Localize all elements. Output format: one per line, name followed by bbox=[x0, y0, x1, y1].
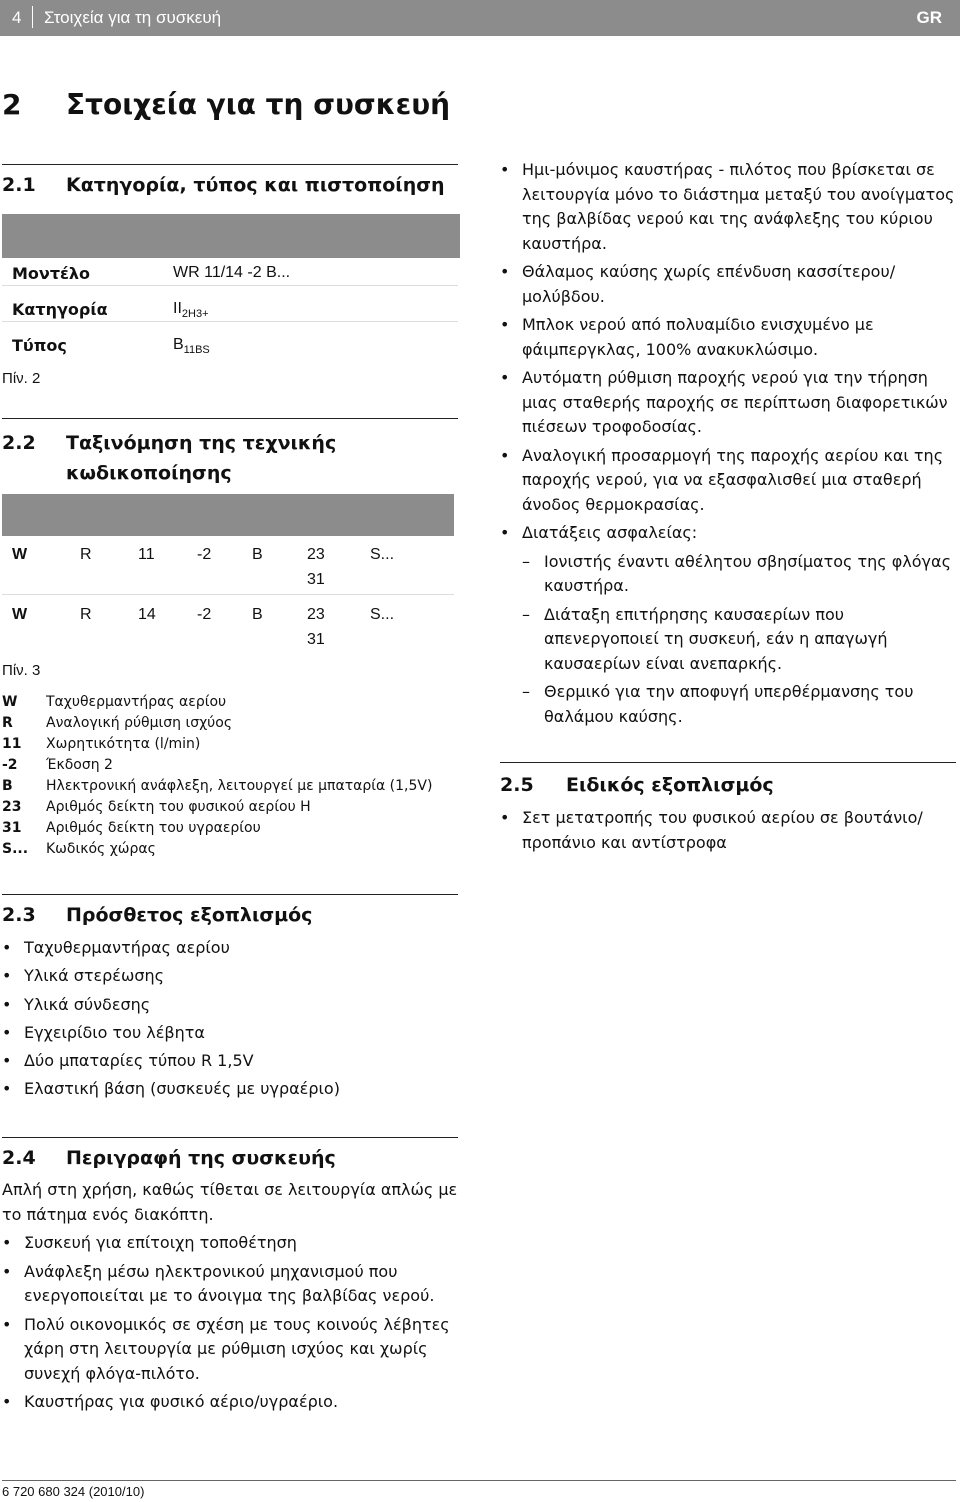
legend-value: Ηλεκτρονική ανάφλεξη, λειτουργεί με μπαταρία (1,5V) bbox=[46, 778, 433, 794]
code-cell: -2 bbox=[197, 546, 212, 563]
spec-value-main: B bbox=[173, 336, 184, 353]
section-2-1-heading bbox=[2, 174, 458, 202]
code-table bbox=[0, 536, 460, 660]
section-divider bbox=[2, 418, 458, 419]
spec-label: Μοντέλο bbox=[12, 264, 91, 283]
bullet-icon: • bbox=[2, 938, 12, 957]
section-divider bbox=[500, 762, 956, 763]
code-cell: R bbox=[80, 546, 92, 563]
bullet-icon: • bbox=[2, 1051, 12, 1071]
list-item-text: Διατάξεις ασφαλείας: bbox=[522, 523, 698, 542]
table-caption: Πίν. 2 bbox=[2, 370, 41, 387]
bullet-icon: • bbox=[500, 160, 510, 179]
bullet-icon: • bbox=[2, 1079, 12, 1099]
sub-list bbox=[522, 550, 956, 730]
list-item bbox=[2, 1313, 462, 1387]
chapter-number: 2 bbox=[2, 88, 22, 121]
dash-icon: – bbox=[522, 551, 530, 571]
code-cell: 14 bbox=[138, 606, 156, 623]
list-item bbox=[2, 1077, 458, 1102]
code-cell: 11 bbox=[138, 546, 155, 563]
list-item-text: Καυστήρας για φυσικό αέριο/υγραέριο. bbox=[24, 1392, 339, 1411]
section-2-4-heading bbox=[2, 1147, 458, 1175]
legend-key: W bbox=[2, 694, 18, 710]
section-title-line: Ταξινόμηση της τεχνικής bbox=[66, 432, 337, 454]
list-item bbox=[500, 444, 956, 518]
legend-value: Κωδικός χώρας bbox=[46, 841, 156, 857]
code-cell: W bbox=[12, 546, 28, 563]
list-item-text: Αναλογική προσαρμογή της παροχής αερίου και της παροχής νερού, για να εξασφαλισθεί μια σταθερή άνοδος θερμοκρασίας. bbox=[522, 445, 944, 514]
list-item bbox=[500, 260, 956, 309]
list-item bbox=[500, 158, 956, 256]
legend-value: Αριθμός δείκτη του υγραερίου bbox=[46, 820, 261, 836]
section-divider bbox=[2, 1137, 458, 1138]
section-title-line: κωδικοποίησης bbox=[66, 462, 232, 484]
spec-label: Τύπος bbox=[12, 336, 67, 355]
code-cell: W bbox=[12, 606, 28, 623]
code-cell: B bbox=[252, 546, 263, 563]
table-header-bar bbox=[2, 494, 454, 536]
spec-table bbox=[0, 258, 460, 368]
section-divider bbox=[2, 894, 458, 895]
list-item-text: Συσκευή για επίτοιχη τοποθέτηση bbox=[24, 1233, 297, 1252]
list-item-text: Υλικά σύνδεσης bbox=[24, 994, 151, 1014]
legend-key: R bbox=[2, 715, 13, 731]
list-item-text: Ημι-μόνιμος καυστήρας - πιλότος που βρίσκεται σε λειτουργία μόνο το διάστημα μεταξύ του ανοίγματος της βαλβίδας νερού και της ανάφλεξης του κύριου καυστήρα. bbox=[522, 160, 955, 253]
chapter-title: Στοιχεία για τη συσκευή bbox=[66, 88, 451, 121]
list-item-text: Πολύ οικονομικός σε σχέση με τους κοινούς λέβητες χάρη στη λειτουργία με ρύθμιση ισχύος και χωρίς συνεχή φλόγα-πιλότο. bbox=[24, 1314, 450, 1383]
special-equipment-list bbox=[500, 806, 940, 859]
dash-icon: – bbox=[522, 604, 530, 624]
sub-list-item-text: Διάταξη επιτήρησης καυσαερίων που απενεργοποιεί τη συσκευή, εάν η απαγωγή καυσαερίων είναι ανεπαρκής. bbox=[544, 604, 888, 673]
sub-list-item bbox=[522, 603, 956, 677]
spec-value bbox=[173, 300, 209, 320]
table-header-bar bbox=[2, 214, 460, 258]
accessories-list bbox=[2, 936, 458, 1106]
bullet-icon: • bbox=[2, 1233, 12, 1252]
legend-value: Αριθμός δείκτη του φυσικού αερίου H bbox=[46, 799, 311, 815]
bullet-icon: • bbox=[500, 368, 510, 387]
section-number: 2.3 bbox=[2, 904, 36, 926]
code-cell: R bbox=[80, 606, 92, 623]
spec-value: WR 11/14 -2 B... bbox=[173, 264, 291, 281]
code-cell: 23 bbox=[307, 546, 325, 563]
section-2-2-heading bbox=[2, 428, 458, 484]
code-cell: B bbox=[252, 606, 263, 623]
list-item bbox=[2, 1021, 458, 1046]
list-item bbox=[2, 1231, 462, 1256]
chapter-heading bbox=[2, 88, 462, 128]
list-item bbox=[2, 936, 458, 961]
list-item bbox=[500, 313, 956, 362]
list-item bbox=[2, 1049, 458, 1074]
code-cell: 23 bbox=[307, 606, 325, 623]
list-item-text: Ταχυθερμαντήρας αερίου bbox=[24, 938, 230, 957]
code-legend bbox=[2, 694, 460, 866]
bullet-icon: • bbox=[500, 523, 510, 542]
page-number: 4 bbox=[12, 8, 22, 27]
description-body bbox=[2, 1178, 462, 1419]
sub-list-item-text: Θερμικό για την αποφυγή υπερθέρμανσης του θαλάμου καύσης. bbox=[544, 682, 914, 726]
list-item bbox=[2, 964, 458, 989]
section-title bbox=[66, 428, 336, 488]
list-item-text: Υλικά στερέωσης bbox=[24, 966, 165, 986]
section-number: 2.2 bbox=[2, 432, 36, 454]
legend-key: 23 bbox=[2, 799, 22, 815]
list-item-text: Δύο μπαταρίες τύπου R 1,5V bbox=[24, 1051, 254, 1071]
list-item-text: Ανάφλεξη μέσω ηλεκτρονικού μηχανισμού που ενεργοποιείται με το άνοιγμα της βαλβίδας νερού. bbox=[24, 1261, 435, 1305]
section-title: Κατηγορία, τύπος και πιστοποίηση bbox=[66, 174, 445, 196]
legend-value: Έκδοση 2 bbox=[46, 757, 113, 773]
list-item-text: Εγχειρίδιο του λέβητα bbox=[24, 1022, 205, 1042]
bullet-icon: • bbox=[2, 1261, 12, 1281]
list-item bbox=[500, 806, 940, 855]
bullet-icon: • bbox=[500, 808, 510, 827]
spec-value-sub: 2H3+ bbox=[181, 308, 209, 321]
dash-icon: – bbox=[522, 682, 530, 701]
section-title: Περιγραφή της συσκευής bbox=[66, 1147, 336, 1169]
table-row bbox=[0, 536, 460, 592]
section-number: 2.5 bbox=[500, 774, 534, 796]
code-cell: 31 bbox=[307, 571, 325, 588]
code-cell: 31 bbox=[307, 631, 325, 648]
header-separator bbox=[32, 6, 33, 28]
sub-list-item-text: Ιονιστής έναντι αθέλητου σβησίματος της φλόγας καυστήρα. bbox=[544, 551, 951, 595]
section-divider bbox=[2, 164, 458, 165]
bullet-icon: • bbox=[2, 1314, 12, 1334]
bullet-icon: • bbox=[500, 262, 510, 281]
bullet-icon: • bbox=[2, 1022, 12, 1042]
page-header bbox=[0, 0, 960, 36]
document-id: 6 720 680 324 (2010/10) bbox=[2, 1484, 145, 1499]
list-item bbox=[500, 366, 956, 440]
spec-label: Κατηγορία bbox=[12, 300, 108, 319]
legend-key: 31 bbox=[2, 820, 22, 836]
code-cell: S... bbox=[370, 606, 395, 623]
bullet-icon: • bbox=[2, 1392, 12, 1411]
description-intro: Απλή στη χρήση, καθώς τίθεται σε λειτουργία απλώς με το πάτημα ενός διακόπτη. bbox=[2, 1180, 458, 1224]
list-item-text: Θάλαμος καύσης χωρίς επένδυση κασσίτερου/ μολύβδου. bbox=[522, 262, 896, 306]
list-item-text: Μπλοκ νερού από πολυαμίδιο ενισχυμένο με φάιμπεργκλας, 100% ανακυκλώσιμο. bbox=[522, 315, 874, 359]
list-item bbox=[2, 1260, 462, 1309]
table-row-divider bbox=[2, 594, 454, 595]
list-item bbox=[2, 993, 458, 1018]
feature-list bbox=[500, 158, 956, 733]
section-number: 2.1 bbox=[2, 174, 36, 196]
section-2-5-heading bbox=[500, 774, 956, 802]
legend-key: -2 bbox=[2, 757, 18, 773]
spec-value bbox=[173, 336, 210, 356]
legend-key: S... bbox=[2, 841, 29, 857]
legend-value: Αναλογική ρύθμιση ισχύος bbox=[46, 715, 233, 731]
legend-value: Χωρητικότητα (l/min) bbox=[46, 736, 201, 752]
bullet-icon: • bbox=[2, 966, 12, 986]
footer-divider bbox=[2, 1480, 956, 1481]
section-number: 2.4 bbox=[2, 1147, 36, 1169]
list-item-text: Αυτόματη ρύθμιση παροχής νερού για την τήρηση μιας σταθερής παροχής σε περίπτωση διαφορετικών πιέσεων τροφοδοσίας. bbox=[522, 368, 948, 436]
table-row-divider bbox=[2, 285, 458, 286]
legend-key: 11 bbox=[2, 736, 22, 752]
list-item-text: Σετ μετατροπής του φυσικού αερίου σε βουτάνιο/ προπάνιο και αντίστροφα bbox=[522, 808, 923, 852]
bullet-icon: • bbox=[500, 445, 510, 465]
sub-list-item bbox=[522, 550, 956, 599]
code-cell: S... bbox=[370, 546, 395, 563]
list-item-text: Ελαστική βάση (συσκευές με υγραέριο) bbox=[24, 1079, 340, 1099]
list-item bbox=[2, 1390, 462, 1415]
legend-key: B bbox=[2, 778, 13, 794]
bullet-icon: • bbox=[500, 315, 510, 334]
legend-value: Ταχυθερμαντήρας αερίου bbox=[46, 694, 227, 710]
section-title: Πρόσθετος εξοπλισμός bbox=[66, 904, 313, 926]
header-title: Στοιχεία για τη συσκευή bbox=[44, 8, 222, 27]
spec-value-sub: 11BS bbox=[183, 344, 210, 357]
table-row bbox=[0, 596, 460, 652]
list-item bbox=[500, 521, 956, 729]
section-title: Ειδικός εξοπλισμός bbox=[566, 774, 774, 796]
sub-list-item bbox=[522, 680, 956, 729]
table-caption: Πίν. 3 bbox=[2, 662, 41, 679]
spec-value-main: II bbox=[173, 300, 182, 317]
section-2-3-heading bbox=[2, 904, 458, 932]
table-row-divider bbox=[2, 321, 458, 322]
code-cell: -2 bbox=[197, 606, 212, 623]
language-code: GR bbox=[916, 8, 942, 27]
bullet-icon: • bbox=[2, 994, 12, 1014]
